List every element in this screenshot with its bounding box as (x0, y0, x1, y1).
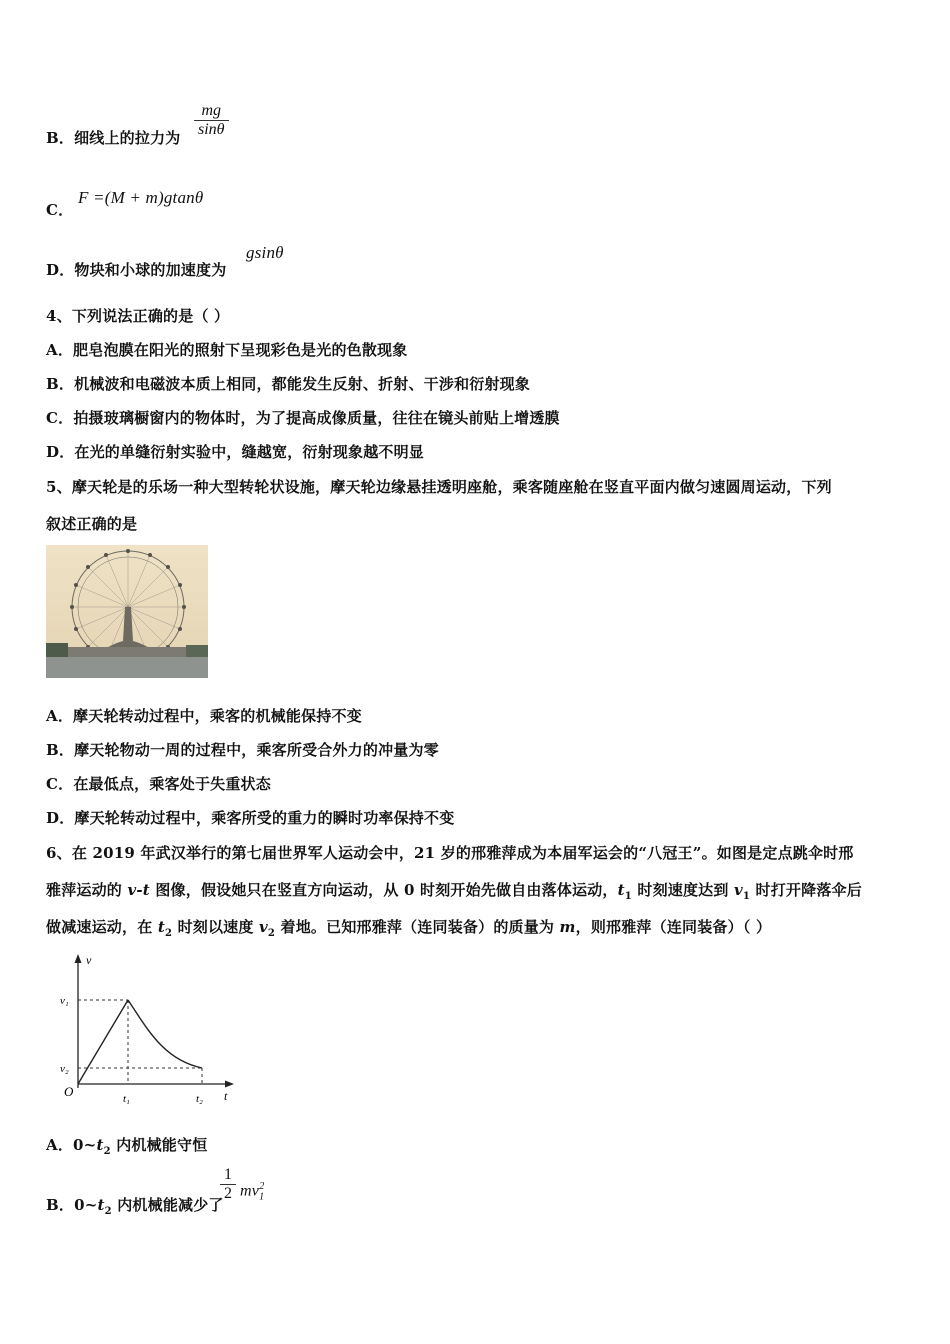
q6-stem-line3: 做减速运动，在 $t_2$ 时刻以速度 $v_2$ 着地。已知邢雅萍（连同装备）的质量为 m，则邢雅萍（连同装备）（ ） (46, 918, 772, 939)
q6-option-b: B．$0\sim t_2$ 内机械能减少了 (46, 1196, 224, 1217)
vt-graph (56, 950, 236, 1110)
v-axis-label: v (86, 953, 92, 967)
q5-option-b: B．摩天轮物动一周的过程中，乘客所受合外力的冲量为零 (46, 741, 439, 759)
t1-label: t₁ (123, 1093, 130, 1105)
q3-option-b-fraction: $\frac{mg}{\sin\theta}$ (194, 102, 229, 139)
q5-stem-line1: 5、摩天轮是的乐场一种大型转轮状设施，摩天轮边缘悬挂透明座舱，乘客随座舱在竖直平面内做匀速圆周运动，下列 (46, 478, 832, 496)
origin-label: O (64, 1084, 74, 1099)
q5-option-a: A．摩天轮转动过程中，乘客的机械能保持不变 (46, 707, 362, 725)
q6-option-a: A．$0\sim t_2$ 内机械能守恒 (46, 1136, 208, 1157)
q6-stem-line1: 6、在 2019 年武汉举行的第七届世界军人运动会中，21 岁的邢雅萍成为本届军运会的“八冠王”。如图是定点跳伞时邢 (46, 844, 854, 862)
q4-option-d: D．在光的单缝衍射实验中，缝越宽，衍射现象越不明显 (46, 443, 425, 461)
q5-option-d: D．摩天轮转动过程中，乘客所受的重力的瞬时功率保持不变 (46, 809, 455, 827)
q3-option-d: D．物块和小球的加速度为 (46, 261, 227, 279)
q5-stem-line2: 叙述正确的是 (46, 515, 138, 533)
ferris-wheel-photo (46, 545, 208, 678)
q4-option-b: B．机械波和电磁波本质上相同，都能发生反射、折射、干涉和衍射现象 (46, 375, 531, 393)
q6-stem-line2: 雅萍运动的 v-t 图像，假设她只在竖直方向运动，从 0 时刻开始先做自由落体运动，$t_1$ 时刻速度达到 $v_1$ 时打开降落伞后 (46, 881, 862, 902)
v1-label: v₁ (60, 995, 69, 1007)
q4-stem: 4、下列说法正确的是（ ） (46, 307, 230, 325)
free-fall-segment (78, 1000, 128, 1084)
q6-option-b-fraction: $\frac{1}{2}$ (220, 1166, 236, 1203)
t2-label: t₂ (196, 1093, 203, 1105)
deceleration-curve (128, 1000, 202, 1068)
v2-label: v₂ (60, 1063, 69, 1075)
q3-option-b: B．细线上的拉力为 (46, 129, 181, 147)
t-axis-arrow (225, 1081, 234, 1088)
t-axis-label: t (224, 1089, 228, 1103)
v-axis-arrow (75, 954, 82, 963)
q3-option-d-formula: gsinθ (246, 243, 284, 262)
q3-option-c-formula: F =(M + m)gtanθ (78, 188, 204, 207)
q4-option-c: C．拍摄玻璃橱窗内的物体时，为了提高成像质量，往往在镜头前贴上增透膜 (46, 409, 560, 427)
q6-option-b-expr: $mv_1^2$ (240, 1181, 265, 1203)
q5-option-c: C．在最低点，乘客处于失重状态 (46, 775, 271, 793)
q3-option-c-label: C． (46, 201, 74, 219)
q4-option-a: A．肥皂泡膜在阳光的照射下呈现彩色是光的色散现象 (46, 341, 408, 359)
